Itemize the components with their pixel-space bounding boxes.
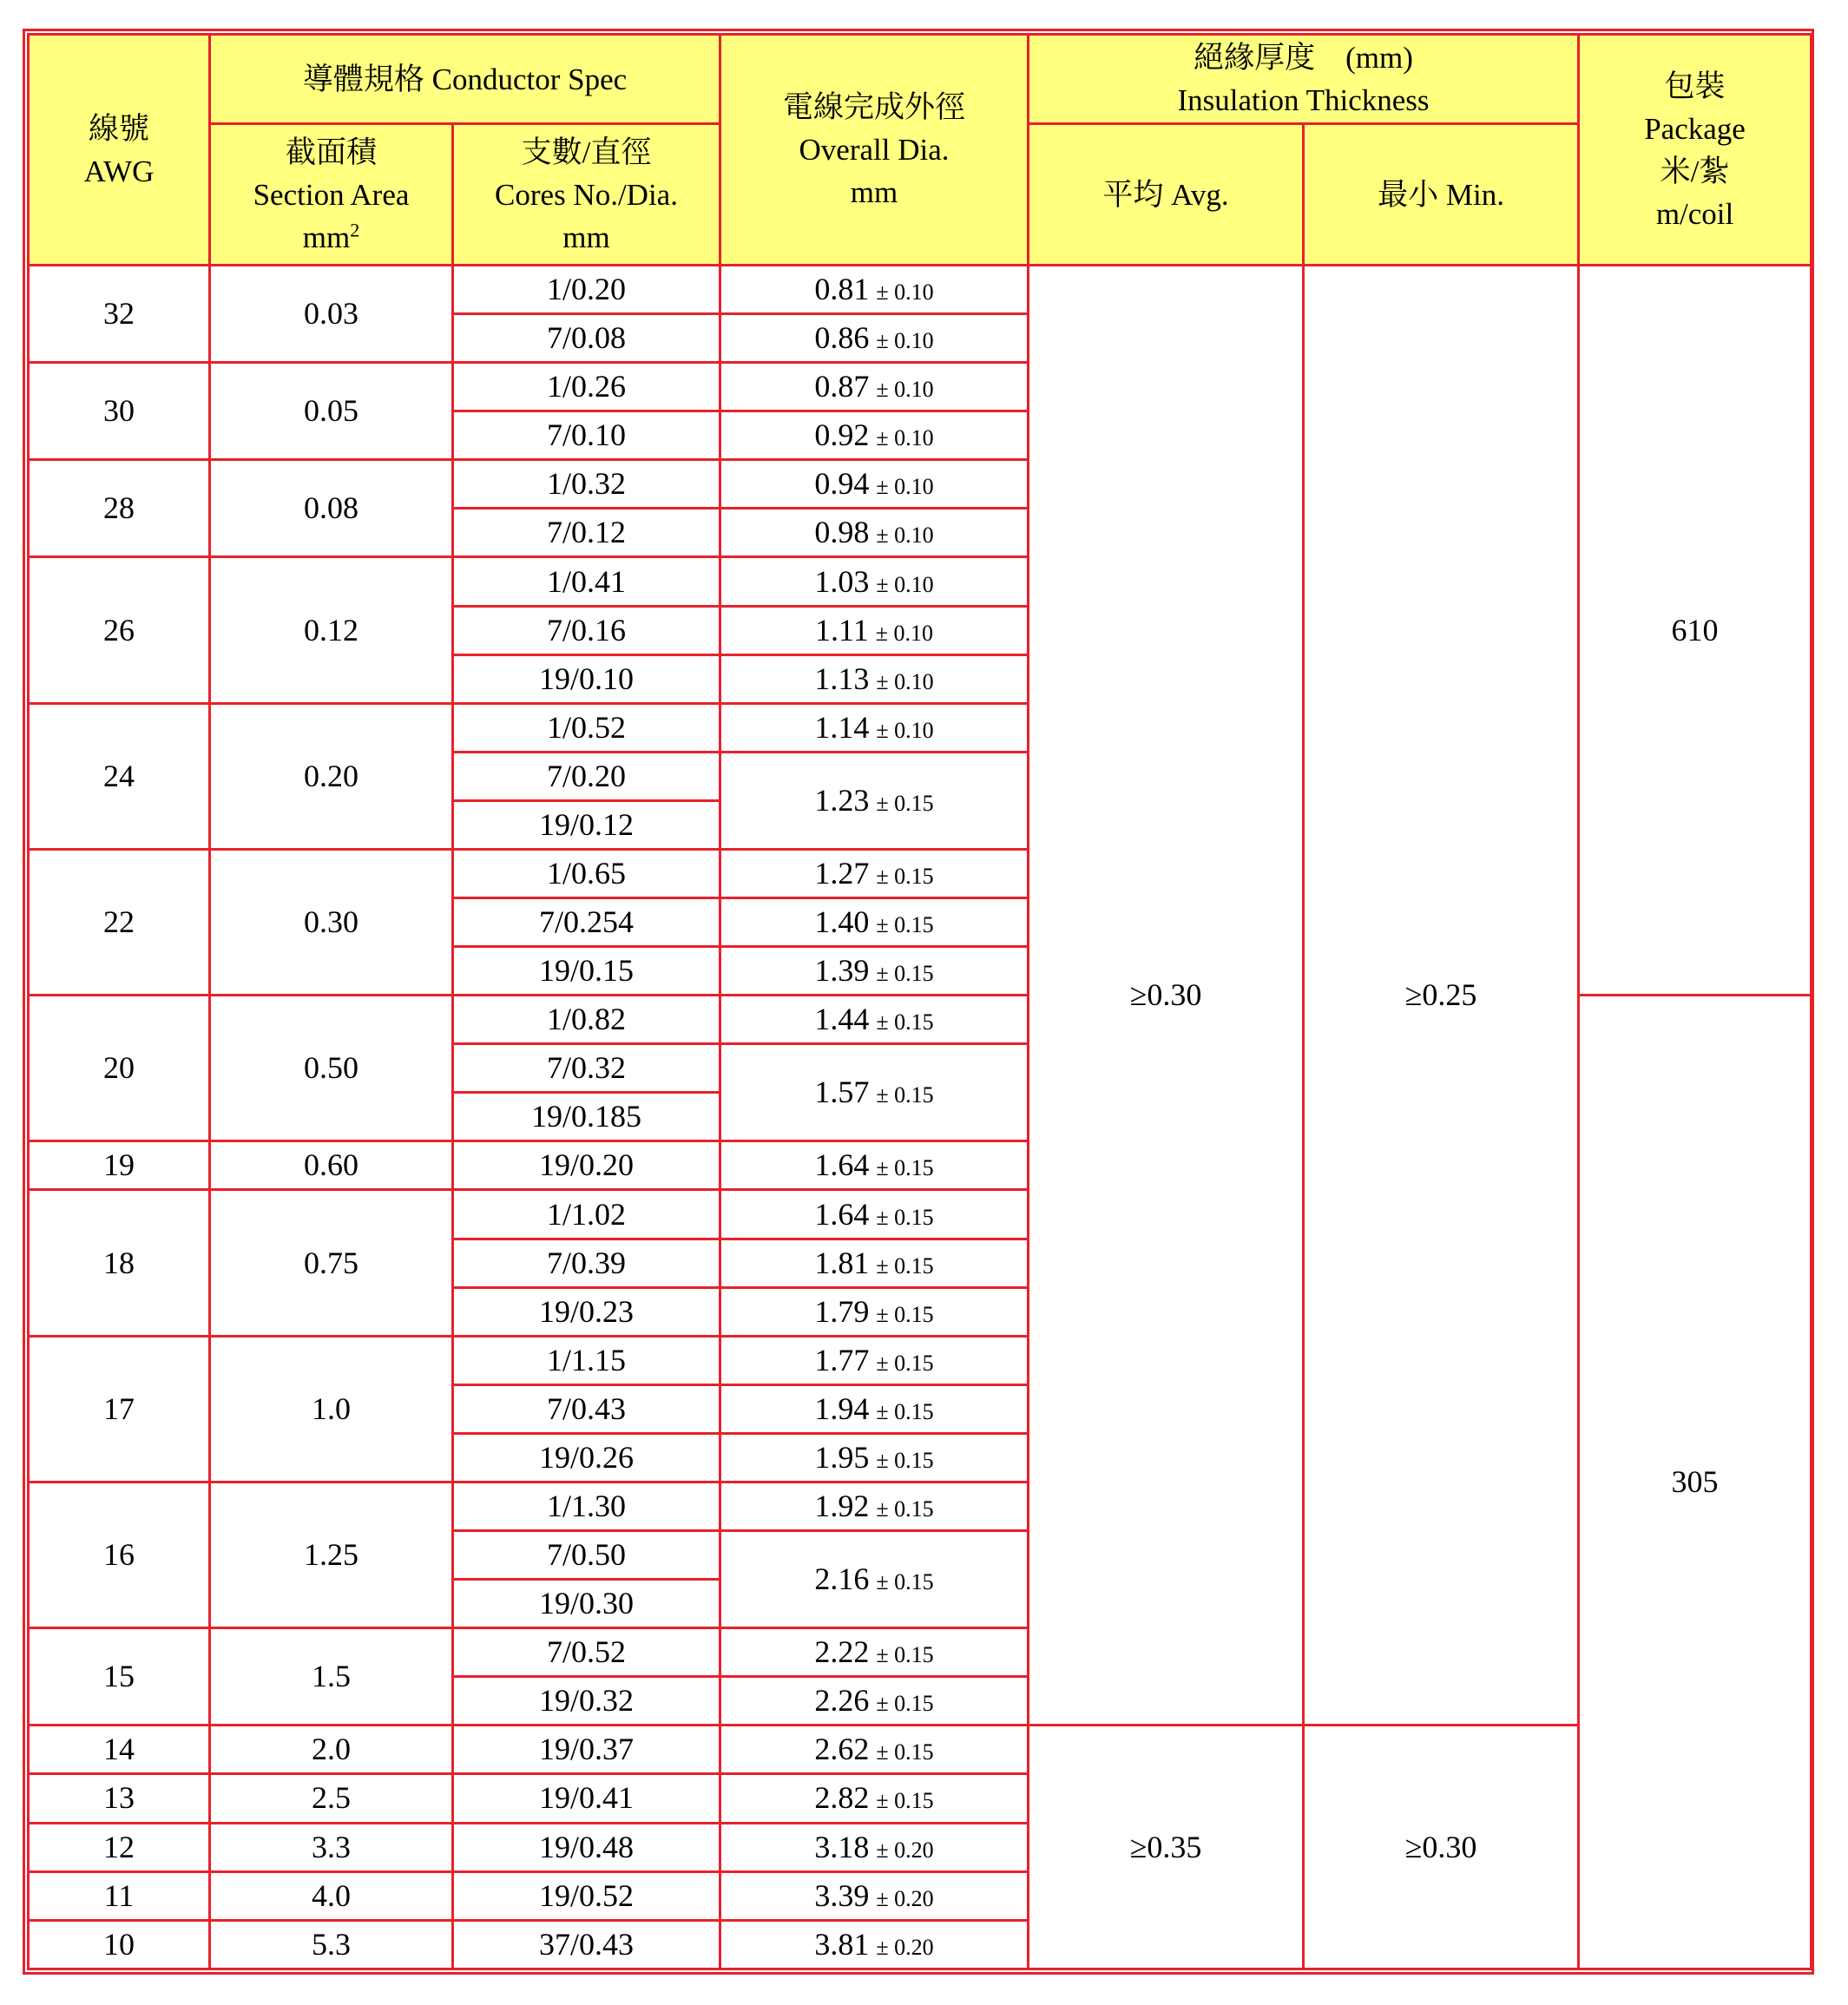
awg-cell: 32 (29, 266, 210, 363)
cores-cell: 7/0.39 (453, 1239, 720, 1287)
insulation-avg-1: ≥0.30 (1029, 266, 1304, 1726)
dia-cell: 0.81 ± 0.10 (720, 266, 1029, 314)
awg-cell: 30 (29, 363, 210, 460)
dia-cell: 1.44 ± 0.15 (720, 996, 1029, 1044)
dia-cell: 1.94 ± 0.15 (720, 1384, 1029, 1433)
cores-cell: 1/0.65 (453, 849, 720, 897)
area-cell: 0.08 (210, 460, 453, 557)
awg-cell: 17 (29, 1336, 210, 1482)
cores-cell: 1/1.30 (453, 1482, 720, 1530)
dia-cell: 0.94 ± 0.10 (720, 460, 1029, 509)
package-305: 305 (1579, 996, 1812, 1969)
awg-cell: 20 (29, 996, 210, 1141)
table-row (29, 266, 1812, 314)
cores-cell: 19/0.185 (453, 1093, 720, 1141)
cores-cell: 7/0.50 (453, 1531, 720, 1580)
dia-cell: 1.27 ± 0.15 (720, 849, 1029, 897)
dia-cell: 3.81 ± 0.20 (720, 1920, 1029, 1969)
dia-cell: 3.39 ± 0.20 (720, 1871, 1029, 1920)
dia-cell: 1.81 ± 0.15 (720, 1239, 1029, 1287)
awg-cell: 15 (29, 1628, 210, 1726)
cores-cell: 1/0.26 (453, 363, 720, 411)
cores-cell: 1/0.20 (453, 266, 720, 314)
cores-cell: 19/0.10 (453, 654, 720, 703)
cores-cell: 7/0.254 (453, 898, 720, 947)
cores-cell: 7/0.20 (453, 752, 720, 800)
cores-cell: 7/0.43 (453, 1384, 720, 1433)
dia-cell: 1.79 ± 0.15 (720, 1287, 1029, 1336)
area-cell: 0.12 (210, 557, 453, 703)
awg-cell: 22 (29, 849, 210, 995)
cores-cell: 19/0.52 (453, 1871, 720, 1920)
area-cell: 4.0 (210, 1871, 453, 1920)
cores-cell: 37/0.43 (453, 1920, 720, 1969)
cores-cell: 7/0.32 (453, 1044, 720, 1093)
awg-cell: 11 (29, 1871, 210, 1920)
awg-cell: 13 (29, 1774, 210, 1823)
header-cores: 支數/直徑 Cores No./Dia. mm (453, 124, 720, 266)
area-cell: 3.3 (210, 1823, 453, 1871)
header-conductor-spec: 導體規格 Conductor Spec (210, 35, 720, 124)
cores-cell: 7/0.10 (453, 411, 720, 460)
awg-cell: 19 (29, 1141, 210, 1190)
table-row (29, 1726, 1812, 1774)
area-cell: 0.75 (210, 1190, 453, 1336)
insulation-avg-2: ≥0.35 (1029, 1726, 1304, 1969)
area-cell: 2.0 (210, 1726, 453, 1774)
awg-cell: 28 (29, 460, 210, 557)
area-cell: 0.30 (210, 849, 453, 995)
awg-cell: 16 (29, 1482, 210, 1627)
awg-cell: 14 (29, 1726, 210, 1774)
dia-cell: 2.62 ± 0.15 (720, 1726, 1029, 1774)
area-cell: 1.0 (210, 1336, 453, 1482)
header-overall-dia: 電線完成外徑 Overall Dia. mm (720, 35, 1029, 266)
dia-cell: 0.87 ± 0.10 (720, 363, 1029, 411)
cores-cell: 1/0.41 (453, 557, 720, 606)
area-cell: 1.5 (210, 1628, 453, 1726)
cores-cell: 7/0.16 (453, 606, 720, 654)
awg-cell: 10 (29, 1920, 210, 1969)
cores-cell: 7/0.52 (453, 1628, 720, 1677)
area-cell: 0.60 (210, 1141, 453, 1190)
dia-cell: 1.11 ± 0.10 (720, 606, 1029, 654)
dia-cell: 0.92 ± 0.10 (720, 411, 1029, 460)
dia-cell: 1.14 ± 0.10 (720, 703, 1029, 752)
cores-cell: 1/0.82 (453, 996, 720, 1044)
area-cell: 1.25 (210, 1482, 453, 1627)
spec-table (27, 33, 1812, 1970)
cores-cell: 19/0.12 (453, 800, 720, 849)
insulation-min-1: ≥0.25 (1304, 266, 1579, 1726)
dia-cell: 0.86 ± 0.10 (720, 314, 1029, 363)
dia-cell: 1.40 ± 0.15 (720, 898, 1029, 947)
dia-cell: 1.77 ± 0.15 (720, 1336, 1029, 1384)
area-cell: 0.20 (210, 703, 453, 849)
area-cell: 0.05 (210, 363, 453, 460)
dia-cell: 2.22 ± 0.15 (720, 1628, 1029, 1677)
cores-cell: 19/0.26 (453, 1433, 720, 1482)
cores-cell: 19/0.23 (453, 1287, 720, 1336)
insulation-min-2: ≥0.30 (1304, 1726, 1579, 1969)
awg-cell: 26 (29, 557, 210, 703)
area-cell: 0.50 (210, 996, 453, 1141)
dia-cell: 2.82 ± 0.15 (720, 1774, 1029, 1823)
area-cell: 0.03 (210, 266, 453, 363)
awg-cell: 12 (29, 1823, 210, 1871)
dia-cell: 2.16 ± 0.15 (720, 1531, 1029, 1628)
header-section-area: 截面積 Section Area $mm^2$ (210, 124, 453, 266)
dia-cell: 1.95 ± 0.15 (720, 1433, 1029, 1482)
dia-cell: 0.98 ± 0.10 (720, 509, 1029, 557)
dia-cell: 1.64 ± 0.15 (720, 1190, 1029, 1239)
cores-cell: 7/0.08 (453, 314, 720, 363)
dia-cell: 1.64 ± 0.15 (720, 1141, 1029, 1190)
cores-cell: 1/0.52 (453, 703, 720, 752)
cores-cell: 19/0.30 (453, 1580, 720, 1628)
awg-cell: 24 (29, 703, 210, 849)
cores-cell: 19/0.41 (453, 1774, 720, 1823)
cores-cell: 1/1.15 (453, 1336, 720, 1384)
area-cell: 2.5 (210, 1774, 453, 1823)
header-insulation-avg: 平均 Avg. (1029, 124, 1304, 266)
area-cell: 5.3 (210, 1920, 453, 1969)
cores-cell: 19/0.20 (453, 1141, 720, 1190)
dia-cell: 3.18 ± 0.20 (720, 1823, 1029, 1871)
dia-cell: 1.23 ± 0.15 (720, 752, 1029, 849)
header-package: 包裝 Package 米/紮 m/coil (1579, 35, 1812, 266)
dia-cell: 1.13 ± 0.10 (720, 654, 1029, 703)
dia-cell: 1.03 ± 0.10 (720, 557, 1029, 606)
header-awg: 線號 AWG (29, 35, 210, 266)
cores-cell: 1/0.32 (453, 460, 720, 509)
cores-cell: 19/0.48 (453, 1823, 720, 1871)
dia-cell: 2.26 ± 0.15 (720, 1677, 1029, 1726)
cores-cell: 19/0.15 (453, 947, 720, 996)
header-insulation-min: 最小 Min. (1304, 124, 1579, 266)
dia-cell: 1.57 ± 0.15 (720, 1044, 1029, 1141)
cores-cell: 7/0.12 (453, 509, 720, 557)
header-insulation: 絕緣厚度 (mm) Insulation Thickness (1029, 35, 1579, 124)
package-610: 610 (1579, 266, 1812, 996)
cores-cell: 19/0.37 (453, 1726, 720, 1774)
dia-cell: 1.39 ± 0.15 (720, 947, 1029, 996)
dia-cell: 1.92 ± 0.15 (720, 1482, 1029, 1530)
cores-cell: 1/1.02 (453, 1190, 720, 1239)
cores-cell: 19/0.32 (453, 1677, 720, 1726)
awg-cell: 18 (29, 1190, 210, 1336)
